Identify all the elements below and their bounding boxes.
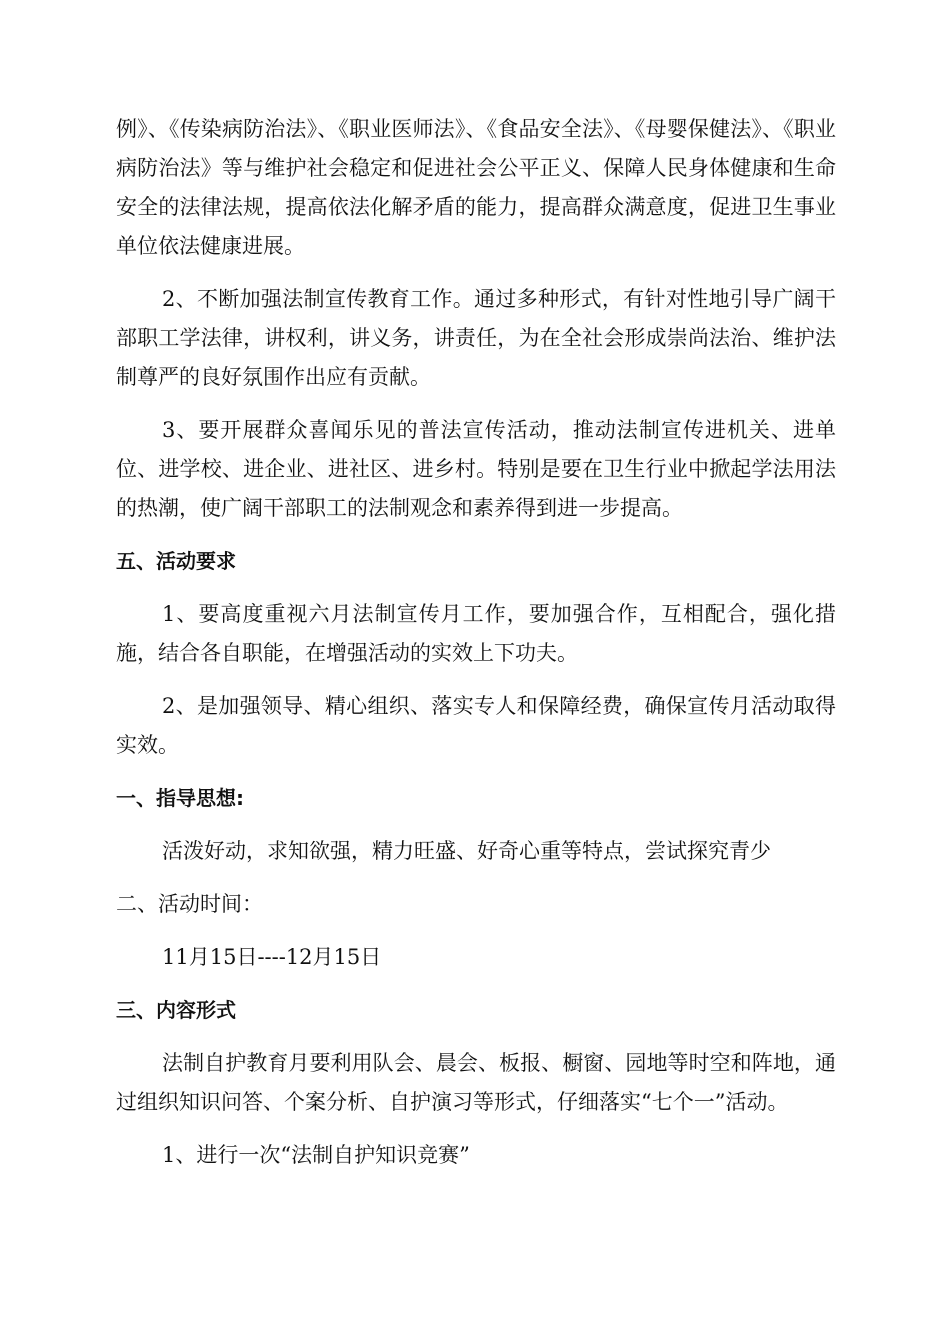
paragraph-activity-item-1: 1、进行一次“法制自护知识竞赛” — [162, 1143, 470, 1167]
document-body — [116, 110, 836, 1175]
paragraph-requirement-1: 1、要高度重视六月法制宣传月工作，要加强合作，互相配合，强化措施，结合各自职能，在增强活动的实效上下功夫。 — [116, 602, 836, 665]
spacer — [116, 818, 836, 832]
section-heading-activity-requirements: 五、活动要求 — [116, 549, 236, 573]
section-heading-content-form: 三、内容形式 — [116, 998, 236, 1022]
section-heading-guiding-ideology: 一、指导思想: — [116, 786, 244, 810]
section-heading-activity-time: 二、活动时间： — [116, 892, 263, 916]
spacer — [116, 765, 836, 779]
spacer — [116, 528, 836, 542]
spacer — [116, 581, 836, 595]
spacer — [116, 1030, 836, 1044]
paragraph-item-3-publicity-activities: 3、要开展群众喜闻乐见的普法宣传活动，推动法制宣传进机关、进单位、进学校、进企业、进社区、进乡村。特别是要在卫生行业中掀起学法用法的热潮，使广阔干部职工的法制观念和素养得到进一步提高。 — [116, 418, 836, 520]
spacer — [116, 673, 836, 687]
spacer — [116, 266, 836, 280]
spacer — [116, 924, 836, 938]
spacer — [116, 1122, 836, 1136]
paragraph-activity-dates: 11月15日----12月15日 — [162, 945, 382, 969]
paragraph-guiding-ideology: 活泼好动，求知欲强，精力旺盛、好奇心重等特点，尝试探究青少 — [162, 839, 771, 863]
paragraph-content-form: 法制自护教育月要利用队会、晨会、板报、橱窗、园地等时空和阵地，通过组织知识问答、个案分析、自护演习等形式，仔细落实“七个一”活动。 — [116, 1051, 836, 1114]
spacer — [116, 397, 836, 411]
spacer — [116, 871, 836, 885]
paragraph-requirement-2: 2、是加强领导、精心组织、落实专人和保障经费，确保宣传月活动取得实效。 — [116, 694, 836, 757]
paragraph-item-2-legal-education: 2、不断加强法制宣传教育工作。通过多种形式，有针对性地引导广阔干部职工学法律，讲权利，讲义务，讲责任，为在全社会形成崇尚法治、维护法制尊严的良好氛围作出应有贡献。 — [116, 287, 836, 389]
paragraph-laws-list: 例》、《传染病防治法》、《职业医师法》、《食品安全法》、《母婴保健法》、《职业病防治法》等与维护社会稳定和促进社会公平正义、保障人民身体健康和生命安全的法律法规，提高依法化解矛盾的能力，提高群众满意度，促进卫生事业单位依法健康进展。 — [116, 117, 836, 258]
spacer — [116, 977, 836, 991]
